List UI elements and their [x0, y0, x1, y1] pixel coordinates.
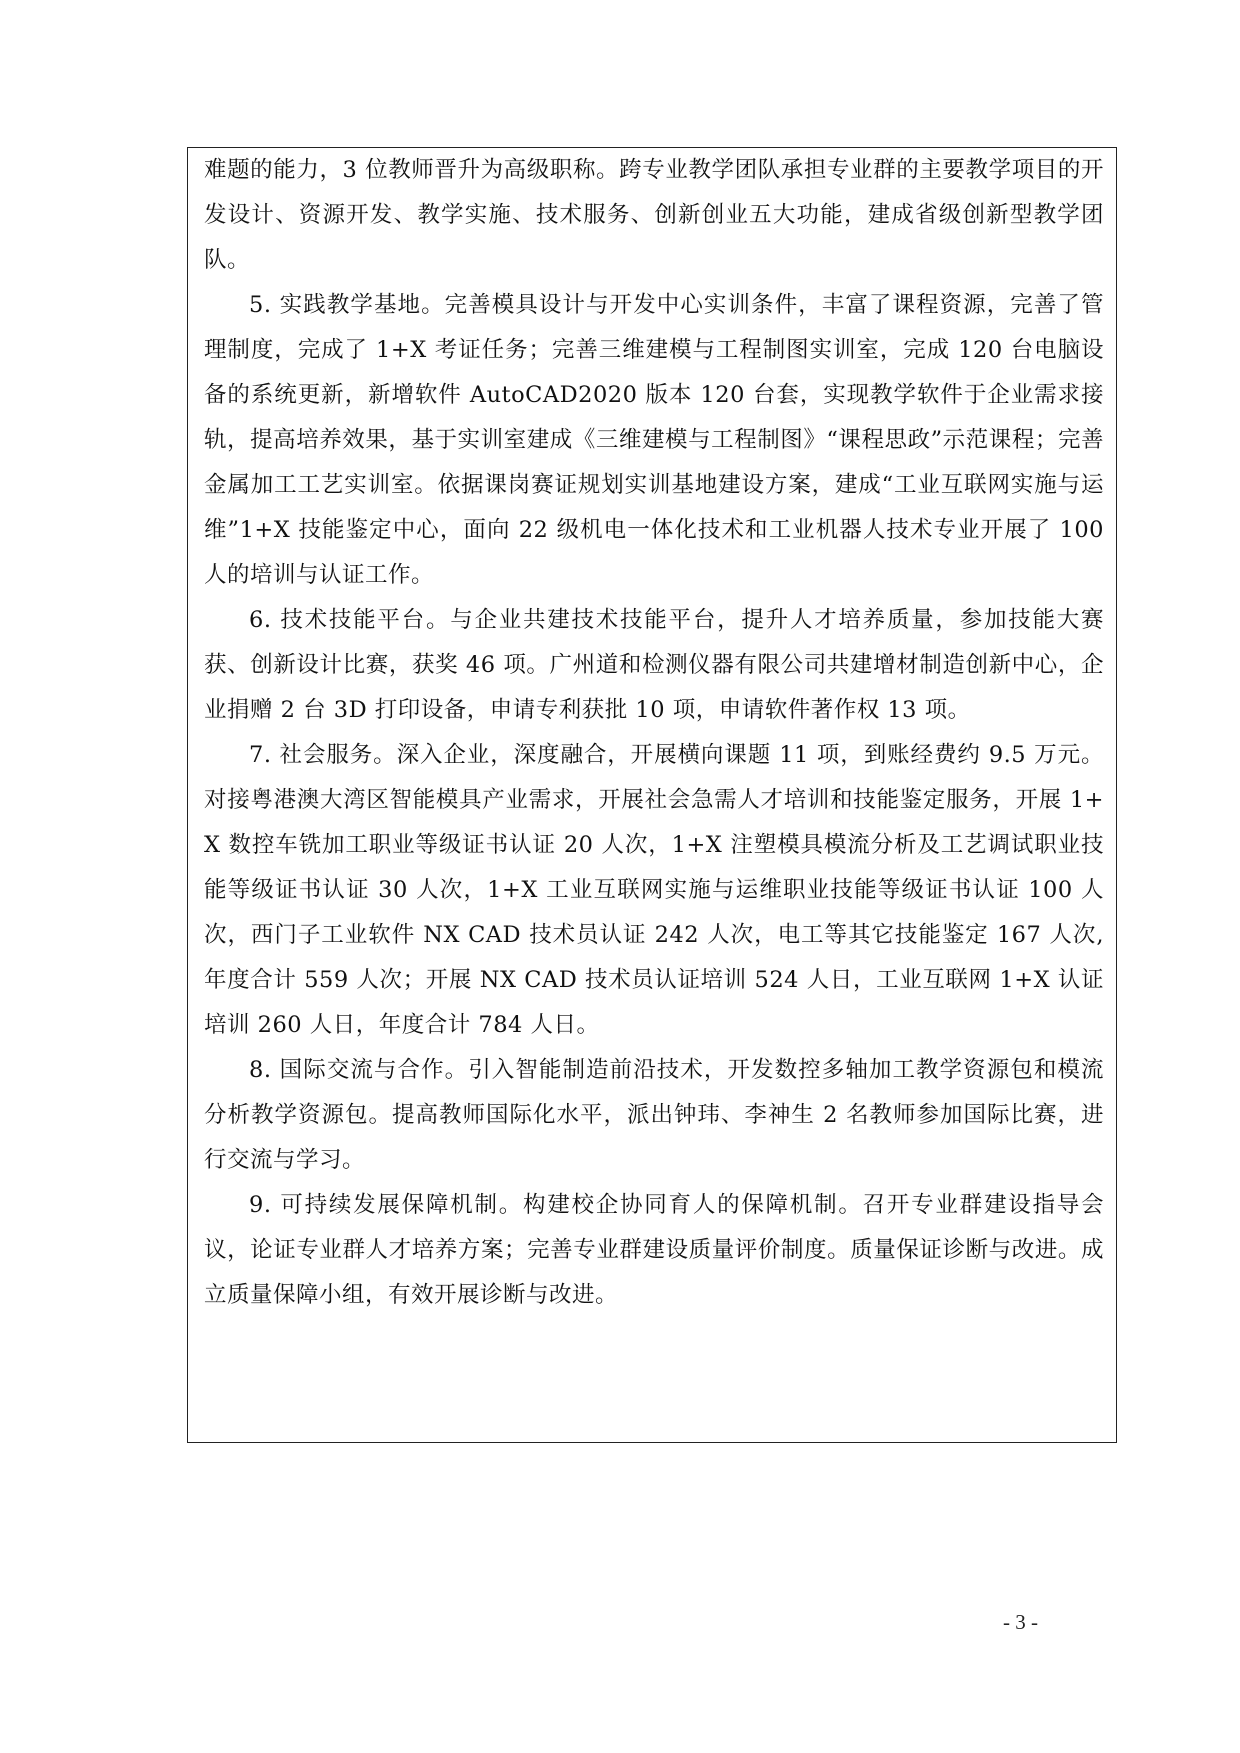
page-number: - 3 - — [1003, 1610, 1038, 1634]
paragraph-practice-base: 5. 实践教学基地。完善模具设计与开发中心实训条件，丰富了课程资源，完善了管理制度，完成了 1+X 考证任务；完善三维建模与工程制图实训室，完成 120 台电脑设备的系统更新，新增软件 AutoCAD2020 版本 120 台套，实现教学软件于企业需求接轨，提高培养效果，基于实训室建成《三维建模与工程制图》“课程思政”示范课程；完善金属加工工艺实训室。依据课岗赛证规划实训基地建设方案，建成“工业互联网实施与运维”1+X 技能鉴定中心，面向 22 级机电一体化技术和工业机器人技术专业开展了 100 人的培训与认证工作。 — [204, 292, 1104, 588]
paragraph-sustainability-mechanism: 9. 可持续发展保障机制。构建校企协同育人的保障机制。召开专业群建设指导会议，论证专业群人才培养方案；完善专业群建设质量评价制度。质量保证诊断与改进。成立质量保障小组，有效开展诊断与改进。 — [204, 1192, 1104, 1308]
report-table-cell — [187, 147, 1117, 1443]
paragraph-team-continuation: 难题的能力，3 位教师晋升为高级职称。跨专业教学团队承担专业群的主要教学项目的开发设计、资源开发、教学实施、技术服务、创新创业五大功能，建成省级创新型教学团队。 — [204, 157, 1104, 273]
paragraph-skill-platform: 6. 技术技能平台。与企业共建技术技能平台，提升人才培养质量，参加技能大赛获、创新设计比赛，获奖 46 项。广州道和检测仪器有限公司共建增材制造创新中心，企业捐赠 2 台 3D 打印设备，申请专利获批 10 项，申请软件著作权 13 项。 — [204, 607, 1104, 723]
paragraph-international-exchange: 8. 国际交流与合作。引入智能制造前沿技术，开发数控多轴加工教学资源包和模流分析教学资源包。提高教师国际化水平，派出钟玮、李神生 2 名教师参加国际比赛，进行交流与学习。 — [204, 1057, 1104, 1173]
report-body — [204, 148, 1104, 1318]
paragraph-social-service: 7. 社会服务。深入企业，深度融合，开展横向课题 11 项，到账经费约 9.5 万元。对接粤港澳大湾区智能模具产业需求，开展社会急需人才培训和技能鉴定服务，开展 1+X 数控车铣加工职业等级证书认证 20 人次，1+X 注塑模具模流分析及工艺调试职业技能等级证书认证 30 人次，1+X 工业互联网实施与运维职业技能等级证书认证 100 人次，西门子工业软件 NX CAD 技术员认证 242 人次，电工等其它技能鉴定 167 人次,年度合计 559 人次；开展 NX CAD 技术员认证培训 524 人日，工业互联网 1+X 认证培训 260 人日，年度合计 784 人日。 — [204, 742, 1104, 1038]
